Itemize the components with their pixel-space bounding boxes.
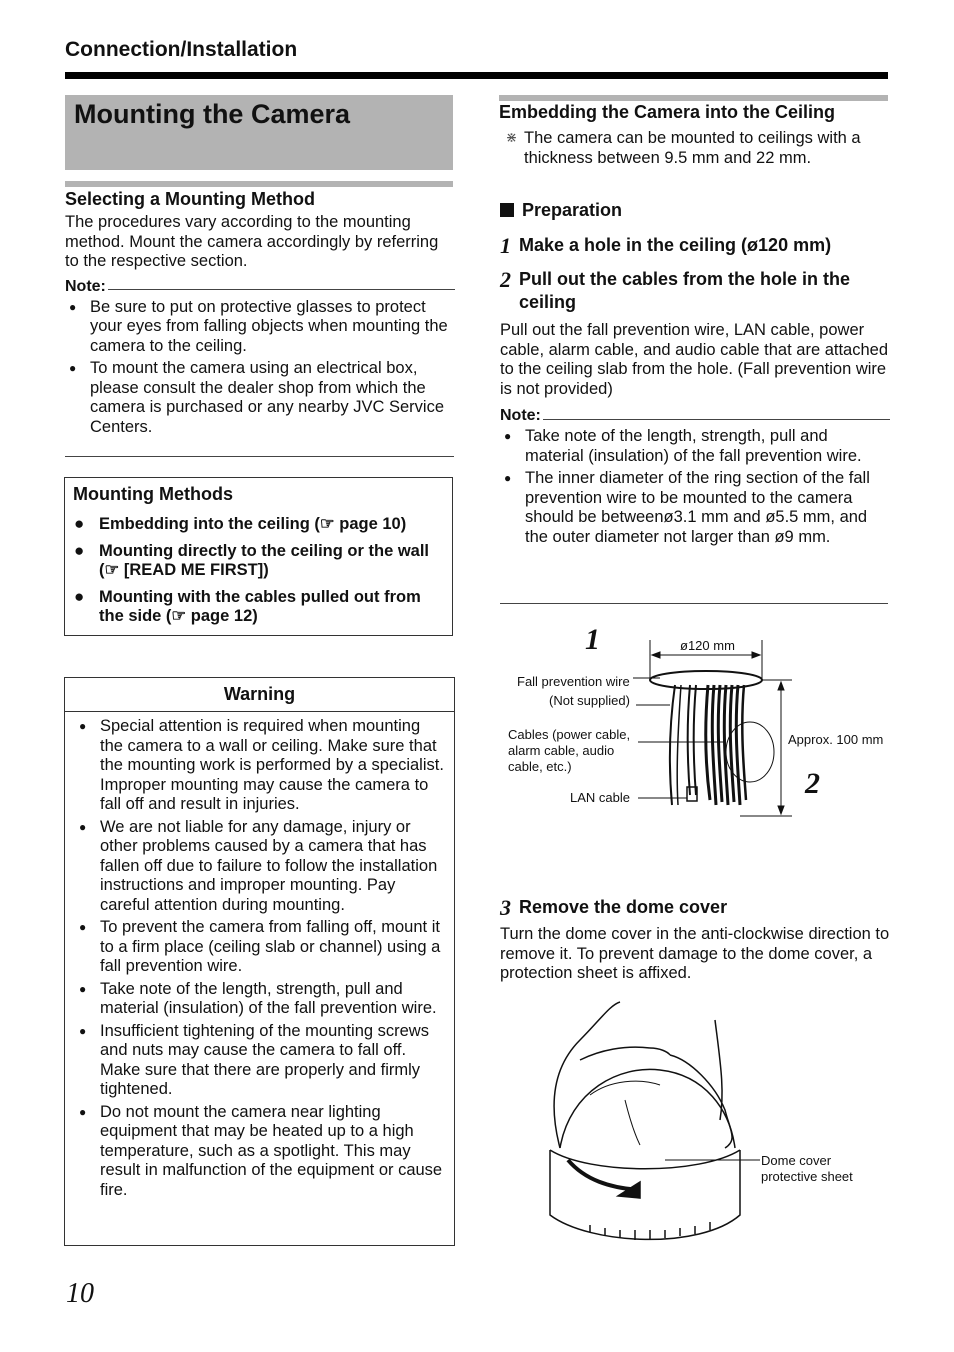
methods-list (65, 515, 452, 627)
step-3 (500, 896, 890, 919)
embedding-intro: The camera can be mounted to ceilings with a thickness between 9.5 mm and 22 mm. (524, 129, 861, 167)
preparation-heading (500, 200, 890, 221)
intro-row (499, 129, 889, 168)
step-3-body: Turn the dome cover in the anti-clockwise direction to remove it. To prevent damage to the dome cover, a protection sheet is affixed. (500, 925, 890, 982)
step-number: 1 (500, 233, 511, 258)
note-line (543, 419, 890, 420)
step-text: Remove the dome cover (519, 897, 728, 917)
methods-heading: Mounting Methods (73, 484, 233, 504)
list-item: ● The inner diameter of the ring section of the fall prevention wire to be mounted to the camera should be betweenø3.1 mm and ø5.5 mm, and the outer diameter not larger than ø9 mm. (500, 469, 890, 547)
list-item: ● Take note of the length, strength, pull and material (insulation) of the fall prevention wire. (75, 980, 446, 1019)
cable-diagram (500, 623, 900, 830)
list-item: ● Insufficient tightening of the mounting screws and nuts may cause the camera to fall off. Make sure that there are properly and firmly tightened. (75, 1022, 446, 1100)
lan-cable-label: LAN cable (570, 790, 630, 805)
method-item-ceiling: ● Embedding into the ceiling (☞ page 10) (99, 515, 446, 535)
step-2 (500, 268, 890, 314)
note-label: Note: (500, 407, 541, 424)
diagram-step-2-label: 2 (805, 767, 820, 800)
protective-sheet-label: protective sheet (761, 1169, 853, 1184)
step-text: Pull out the cables from the hole in the ceiling (519, 269, 851, 312)
title-box (65, 95, 453, 170)
mounting-methods-box (64, 477, 453, 636)
fall-wire-label: Fall prevention wire (517, 674, 630, 689)
diagram-step-1-label: 1 (585, 623, 600, 656)
dome-cover-diagram (530, 1000, 870, 1250)
square-bullet-icon (500, 203, 514, 217)
page-title: Mounting the Camera (74, 99, 351, 129)
embedding-section (499, 102, 889, 168)
page-number: 10 (66, 1278, 94, 1309)
note-line (108, 289, 455, 290)
header-rule (65, 72, 888, 79)
list-item: ● We are not liable for any damage, injury or other problems caused by a camera that has fallen off due to failure to follow the installation instructions and improper mounting. Pay careful attention during mounting. (75, 818, 446, 916)
list-item: ● Be sure to put on protective glasses to protect your eyes from falling objects when mounting the camera to the ceiling. (65, 298, 455, 357)
embedding-heading: Embedding the Camera into the Ceiling (499, 102, 836, 122)
title-underbar (65, 181, 453, 187)
list-item: ● Take note of the length, strength, pull and material (insulation) of the fall prevention wire. (500, 427, 890, 466)
length-label: Approx. 100 mm (788, 732, 884, 747)
method-item-side: ● Mounting with the cables pulled out from the side (☞ page 12) (99, 588, 446, 627)
section-divider (500, 603, 888, 604)
warning-box (64, 677, 455, 1246)
step-2-body: Pull out the fall prevention wire, LAN cable, power cable, alarm cable, and audio cable that are attached to the ceiling slab from the hole. (Fall prevention wire is not provided) (500, 321, 889, 398)
section-header: Connection/Installation (65, 38, 298, 61)
cables-label: alarm cable, audio (508, 743, 615, 758)
section-divider (65, 456, 454, 457)
step-number: 3 (500, 895, 511, 920)
selecting-notes (65, 298, 455, 438)
step-number: 2 (500, 267, 511, 292)
note-header (500, 407, 890, 425)
dome-cover-label: Dome cover (761, 1153, 832, 1168)
list-item: ● Do not mount the camera near lighting equipment that may be heated up to a high temperature, such as a spotlight. This may result in malfunction of the equipment or cause fire. (75, 1103, 446, 1201)
preparation-label: Preparation (522, 200, 623, 220)
asterism-icon: ⋇ (505, 129, 518, 145)
not-supplied-label: (Not supplied) (549, 693, 630, 708)
preparation-section (500, 200, 890, 550)
step-text: Make a hole in the ceiling (ø120 mm) (519, 235, 832, 255)
selecting-heading: Selecting a Mounting Method (65, 189, 315, 209)
list-item: ● To mount the camera using an electrical box, please consult the dealer shop from which the camera is purchased or any nearby JVC Service Centers. (65, 359, 455, 437)
step-1 (500, 234, 890, 257)
cables-label: cable, etc.) (508, 759, 572, 774)
diameter-label: ø120 mm (680, 638, 735, 653)
warning-list (65, 712, 454, 1200)
dome-cover-drawing (530, 1000, 870, 1250)
selecting-body: The procedures vary according to the mounting method. Mount the camera accordingly by referring to the respective section. (65, 213, 439, 270)
step-3-section (500, 896, 890, 984)
embedding-notes (500, 427, 890, 547)
list-item: ● Special attention is required when mounting the camera to a wall or ceiling. Make sure that the mounting work is performed by a specialist. Improper mounting may cause the camera to fall off and result in injuries. (75, 717, 446, 815)
list-item: ● To prevent the camera from falling off, mount it to a firm place (ceiling slab or channel) using a fall prevention wire. (75, 918, 446, 977)
selecting-section (65, 189, 455, 440)
warning-heading: Warning (65, 678, 454, 712)
right-section-bar (499, 95, 888, 101)
note-label: Note: (65, 277, 106, 295)
method-item-wall: ● Mounting directly to the ceiling or the wall (☞ [READ ME FIRST]) (99, 542, 446, 581)
note-header (65, 278, 455, 296)
cables-label: Cables (power cable, (508, 727, 631, 742)
